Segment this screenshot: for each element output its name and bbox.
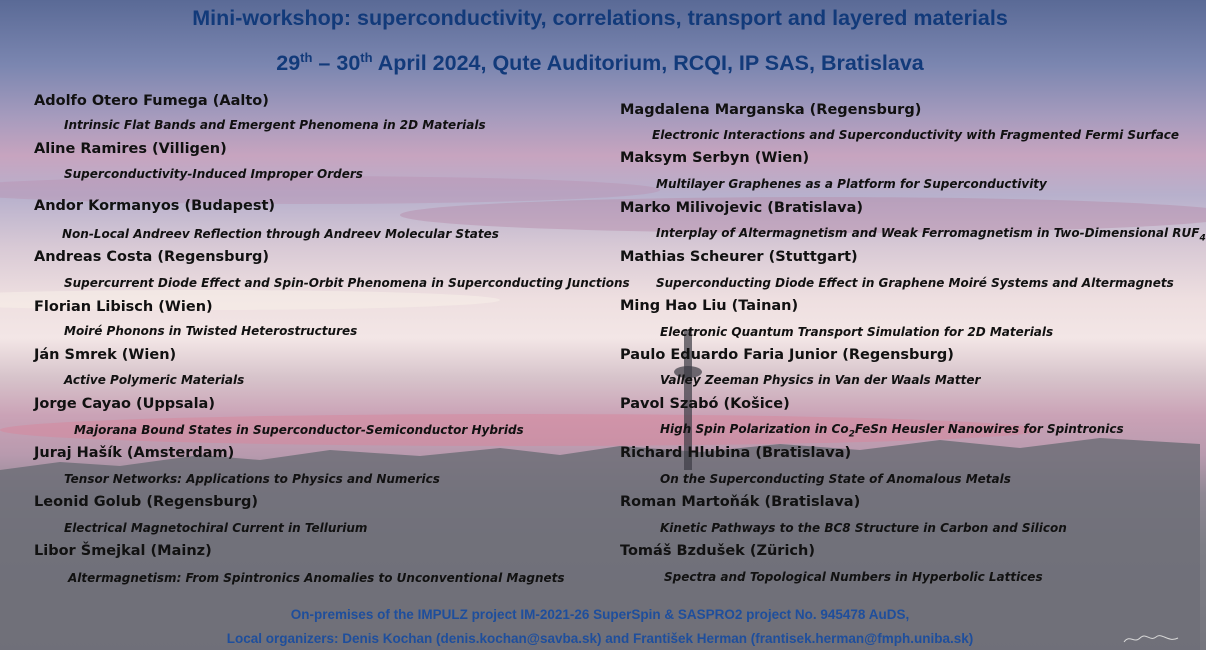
talk-title: Superconducting Diode Effect in Graphene Moiré Systems and Altermagnets <box>656 276 1174 290</box>
speaker-name: Andreas Costa (Regensburg) <box>34 249 270 265</box>
talk-title: Multilayer Graphenes as a Platform for Superconductivity <box>656 177 1047 191</box>
speaker-name: Richard Hlubina (Bratislava) <box>620 445 852 461</box>
talk-title: Active Polymeric Materials <box>64 373 245 387</box>
speaker-name: Paulo Eduardo Faria Junior (Regensburg) <box>620 347 954 363</box>
speaker-name: Libor Šmejkal (Mainz) <box>34 543 212 559</box>
talk-title: Spectra and Topological Numbers in Hyperbolic Lattices <box>664 570 1043 584</box>
talk-title-subscript: 4 <box>1199 233 1206 244</box>
talk-title: Supercurrent Diode Effect and Spin-Orbit Phenomena in Superconducting Junctions <box>64 276 630 290</box>
workshop-title: Mini-workshop: superconductivity, correlations, transport and layered materials <box>192 6 1008 30</box>
talk-title: On the Superconducting State of Anomalous Metals <box>660 472 1011 486</box>
talk-title: Intrinsic Flat Bands and Emergent Phenomena in 2D Materials <box>64 118 486 132</box>
talk-title: Kinetic Pathways to the BC8 Structure in Carbon and Silicon <box>660 521 1067 535</box>
speaker-name: Ján Smrek (Wien) <box>34 347 177 363</box>
date-venue-text: April 2024, Qute Auditorium, RCQI, IP SAS, Bratislava <box>372 51 924 76</box>
speaker-name: Florian Libisch (Wien) <box>34 299 213 315</box>
speaker-name: Mathias Scheurer (Stuttgart) <box>620 249 858 265</box>
talk-title-subscript: 2 <box>848 429 855 440</box>
date-start-suffix: th <box>300 50 313 65</box>
speaker-name: Tomáš Bzdušek (Zürich) <box>620 543 815 559</box>
footer-organizers: Local organizers: Denis Kochan (denis.kochan@savba.sk) and František Herman (frantisek.herman@fmph.uniba.sk) <box>226 631 974 646</box>
talk-title-text: High Spin Polarization in Co <box>660 422 849 436</box>
photographer-signature <box>1122 632 1182 646</box>
speaker-name: Pavol Szabó (Košice) <box>620 396 790 412</box>
date-dash: – <box>312 51 337 76</box>
talk-title: Electronic Quantum Transport Simulation for 2D Materials <box>660 325 1054 339</box>
talk-title <box>660 422 1124 439</box>
speaker-name: Magdalena Marganska (Regensburg) <box>620 102 922 118</box>
speaker-name: Ming Hao Liu (Tainan) <box>620 298 799 314</box>
speaker-name: Aline Ramires (Villigen) <box>34 141 227 157</box>
talk-title: Tensor Networks: Applications to Physics and Numerics <box>64 472 440 486</box>
talk-title: Altermagnetism: From Spintronics Anomalies to Unconventional Magnets <box>68 571 565 585</box>
speaker-name: Maksym Serbyn (Wien) <box>620 150 810 166</box>
speaker-name: Marko Milivojevic (Bratislava) <box>620 200 864 216</box>
talk-title: Valley Zeeman Physics in Van der Waals Matter <box>660 373 981 387</box>
speaker-name: Juraj Hašík (Amsterdam) <box>34 445 235 461</box>
speaker-name: Leonid Golub (Regensburg) <box>34 494 258 510</box>
footer-projects: On-premises of the IMPULZ project IM-2021-26 SuperSpin & SASPRO2 project No. 945478 AuDS, <box>290 607 910 622</box>
talk-title <box>656 226 1206 243</box>
talk-title: Electronic Interactions and Superconductivity with Fragmented Fermi Surface <box>652 128 1180 142</box>
talk-title: Moiré Phonons in Twisted Heterostructures <box>64 324 358 338</box>
talk-title: Non-Local Andreev Reflection through Andreev Molecular States <box>62 227 499 241</box>
talk-title: Majorana Bound States in Superconductor-Semiconductor Hybrids <box>74 423 524 437</box>
date-end-suffix: th <box>360 50 373 65</box>
talk-title-text: FeSn Heusler Nanowires for Spintronics <box>854 422 1124 436</box>
speaker-name: Adolfo Otero Fumega (Aalto) <box>34 93 269 109</box>
speaker-name: Jorge Cayao (Uppsala) <box>34 396 215 412</box>
workshop-date-venue <box>0 50 1200 76</box>
talk-title-text: Interplay of Altermagnetism and Weak Ferromagnetism in Two-Dimensional RUF <box>656 226 1200 240</box>
date-end: 30 <box>336 51 361 76</box>
talk-title: Superconductivity-Induced Improper Orders <box>64 167 363 181</box>
speaker-name: Andor Kormanyos (Budapest) <box>34 198 276 214</box>
speaker-name: Roman Martoňák (Bratislava) <box>620 494 861 510</box>
date-start: 29 <box>276 51 301 76</box>
talk-title: Electrical Magnetochiral Current in Tellurium <box>64 521 368 535</box>
